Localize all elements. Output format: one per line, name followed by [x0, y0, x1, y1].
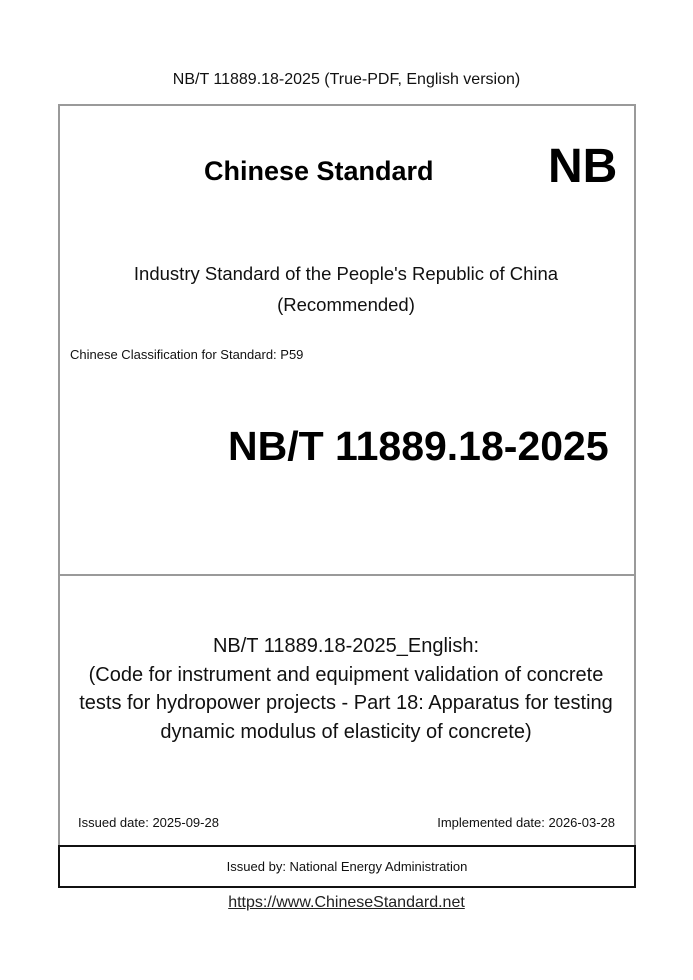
- website-link[interactable]: https://www.ChineseStandard.net: [228, 894, 465, 911]
- recommended-line: (Recommended): [277, 294, 415, 315]
- issued-date: Issued date: 2025-09-28: [78, 815, 219, 830]
- website-footer: [0, 894, 693, 912]
- title-line: (Code for instrument and equipment validation of concrete: [88, 663, 604, 686]
- issuer-box: [58, 845, 636, 888]
- classification-text: Chinese Classification for Standard: P59: [70, 347, 304, 362]
- nb-logo: NB: [548, 140, 618, 193]
- title-line: NB/T 11889.18-2025_English:: [212, 635, 480, 657]
- issuer-text: Issued by: National Energy Administration: [226, 859, 468, 874]
- title-line: tests for hydropower projects - Part 18: Apparatus for testing: [79, 692, 613, 714]
- standard-number: NB/T 11889.18-2025: [228, 423, 609, 469]
- industry-line: Industry Standard of the People's Republic of China: [133, 263, 559, 284]
- industry-standard-heading: [58, 258, 634, 320]
- implemented-date: Implemented date: 2026-03-28: [437, 815, 615, 830]
- document-header-title: NB/T 11889.18-2025 (True-PDF, English version): [172, 71, 521, 88]
- standard-label: Chinese Standard: [204, 156, 434, 186]
- cover-divider: [58, 574, 634, 576]
- document-title-block: [58, 632, 634, 746]
- title-line: dynamic modulus of elasticity of concrete): [160, 720, 532, 743]
